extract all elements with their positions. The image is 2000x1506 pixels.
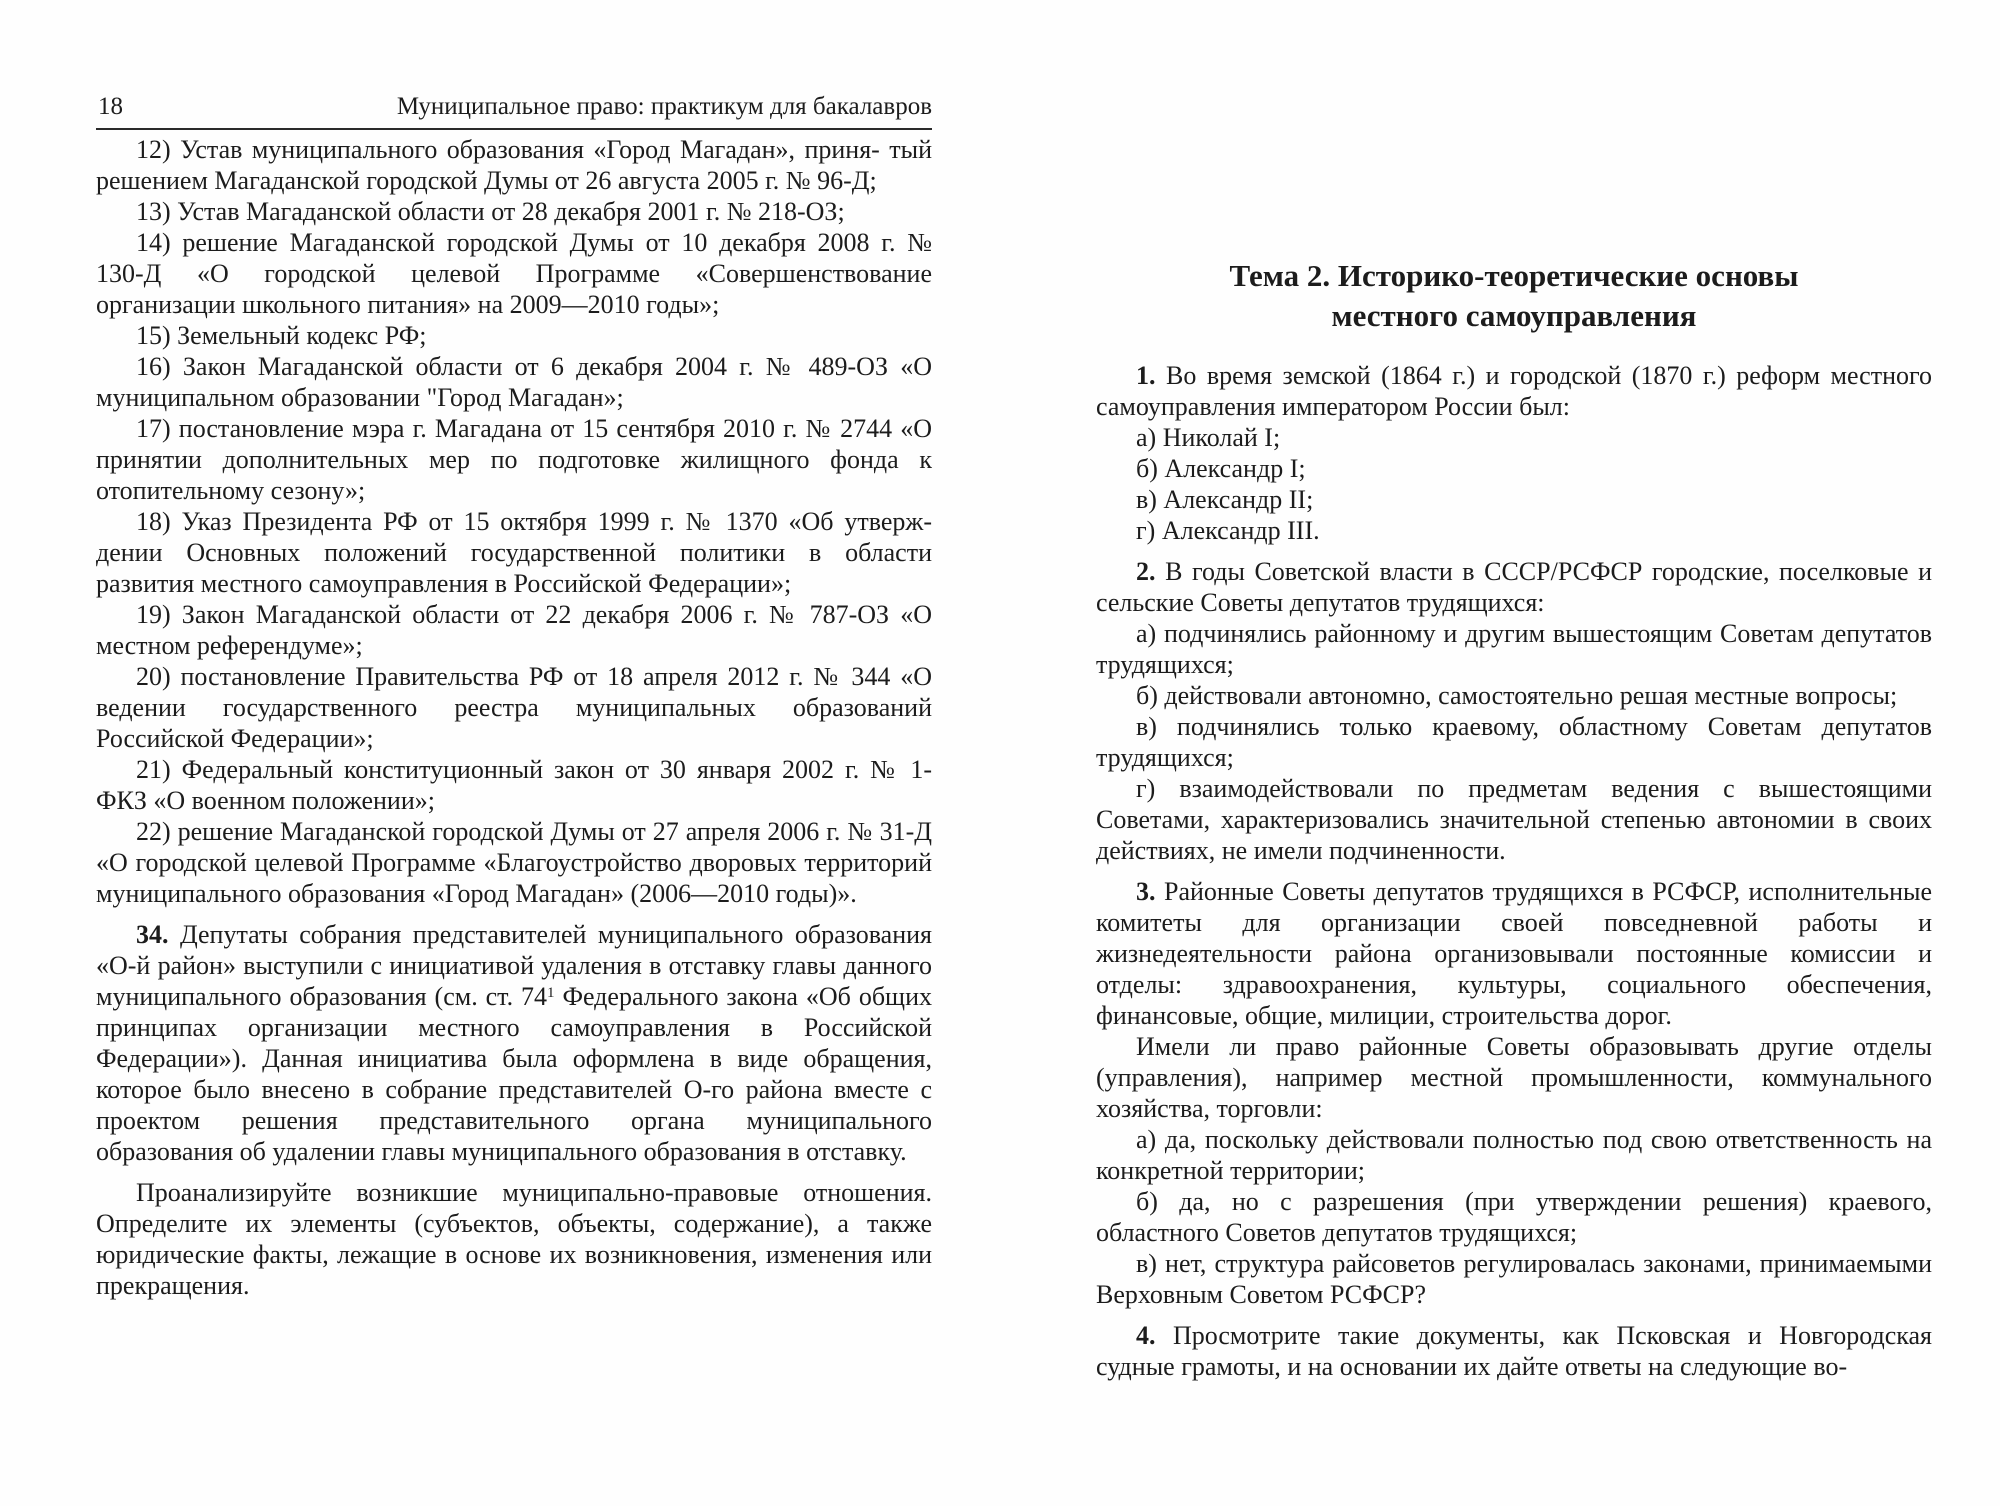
list-item-rest: № 31-Д «О городской целевой Программе «Благоустройство дворовых территорий муниципального образования «Город Магадан» (2006—2010 годы)».	[96, 817, 932, 908]
question-3-subquestion: Имели ли право районные Советы образовывать другие отделы (управления), например местной промышленности, коммунального хозяйства, торговли:	[1096, 1032, 1932, 1123]
list-item-lead: 16) Закон Магаданской области от 6 декабря 2004 г. № 489-ОЗ	[136, 352, 888, 381]
list-item-rest: тый решением Магаданской городской Думы от 26 августа 2005 г. № 96-Д;	[96, 135, 933, 195]
list-item-lead: 17) постановление мэра г. Магадана от 15 сентября 2010 г. № 2744	[136, 414, 893, 443]
chapter-heading-line: Тема 2. Историко-теоретические основы	[1229, 258, 1799, 293]
list-item-lead: 14) решение Магаданской городской Думы от 10 декабря 2008 г.	[136, 228, 896, 257]
left-page-text	[96, 134, 932, 1301]
answer-option: а) подчинялись районному и другим вышестоящим Советам депутатов трудящихся;	[1096, 619, 1932, 679]
list-item	[96, 134, 932, 196]
question-4	[1096, 1320, 1932, 1382]
list-item-lead: 21) Федеральный конституционный закон от 30 января 2002 г.	[136, 755, 860, 784]
answer-option: б) действовали автономно, самостоятельно решая местные вопросы;	[1136, 681, 1898, 710]
list-item-lead: 22) решение Магаданской городской Думы от 27 апреля 2006 г.	[136, 817, 841, 846]
task-text-cont: Федерального закона «Об общих принципах организации местного самоуправления в Российской Федерации»). Данная инициатива была оформлена в виде обращения, которое было внесено в собрание представителей О-го района вместе с проектом решения представительного органа муниципального образования об удалении главы муниципального образования в отставку.	[96, 982, 932, 1166]
list-item-rest: «О ведении государственного реестра муниципальных образований Российской Федерации»;	[96, 662, 933, 753]
question-number: 3.	[1136, 877, 1156, 906]
chapter-heading	[1096, 256, 1932, 336]
list-item-lead: 18) Указ Президента РФ от 15 октября 1999 г. № 1370 «Об утверж-	[136, 507, 932, 536]
running-title: Муниципальное право: практикум для бакалавров	[396, 93, 932, 120]
chapter-heading-line: местного самоуправления	[1331, 298, 1697, 333]
right-page	[1000, 0, 2000, 1506]
right-page-text	[1096, 360, 1932, 1382]
answer-option: б) Александр I;	[1136, 454, 1306, 483]
task-34	[96, 919, 932, 1167]
task-34-question: Проанализируйте возникшие муниципально-правовые отношения. Определите их элементы (субъектов, объекты, содержание), а также юридические факты, лежащие в основе их возникновения, изменения или прекращения.	[96, 1178, 932, 1300]
task-text: Депутаты собрания представителей муниципального образования «О-й район» выступили с инициативой удаления в отставку главы данного муниципального образования (см. ст. 74	[96, 920, 932, 1011]
list-item-rest: № 130-Д «О городской целевой Программе «Совершенствование организации школьного питания» на 2009—2010 годы»;	[96, 228, 932, 319]
list-item-rest: «О муниципальном образовании "Город Магадан»;	[96, 352, 932, 412]
list-item-rest: дении Основных положений государственной политики в области развития местного самоуправления в Российской Федерации»;	[96, 538, 932, 598]
answer-option: г) взаимодействовали по предметам ведения с вышестоящими Советами, характеризовались значительной степенью автономии в своих действиях, не имели подчиненности.	[1096, 774, 1932, 865]
answer-option: а) Николай I;	[1136, 423, 1281, 452]
list-item	[96, 754, 932, 816]
list-item	[96, 661, 932, 754]
answer-option: в) Александр II;	[1136, 485, 1314, 514]
question-text: В годы Советской власти в СССР/РСФСР городские, поселковые и сельские Советы депутатов трудящихся:	[1096, 557, 1933, 617]
answer-option: в) нет, структура райсоветов регулировалась законами, принимаемыми Верховным Советом РСФСР?	[1096, 1249, 1932, 1309]
question-number: 1.	[1136, 361, 1156, 390]
list-item	[96, 227, 932, 320]
answer-option: в) подчинялись только краевому, областному Советам депутатов трудящихся;	[1096, 712, 1932, 772]
question-number: 4.	[1136, 1321, 1156, 1350]
running-head	[96, 88, 932, 130]
page-number: 18	[98, 93, 123, 120]
list-item-lead: 15) Земельный кодекс РФ;	[136, 321, 427, 350]
superscript: 1	[547, 985, 555, 1001]
list-item	[96, 506, 932, 599]
list-item-rest: «О принятии дополнительных мер по подготовке жилищного фонда к отопительному сезону»;	[96, 414, 933, 505]
question-3	[1096, 876, 1932, 1031]
list-item-lead: 13) Устав Магаданской области от 28 декабря 2001 г. № 218-ОЗ;	[136, 197, 845, 226]
question-number: 2.	[1136, 557, 1156, 586]
list-item-rest: № 1-ФКЗ «О военном положении»;	[96, 755, 933, 815]
list-item	[96, 413, 932, 506]
list-item-lead: 12) Устав муниципального образования «Город Магадан», приня-	[136, 135, 880, 164]
answer-option: б) да, но с разрешения (при утверждении решения) краевого, областного Советов депутатов трудящихся;	[1096, 1187, 1932, 1247]
question-text: Просмотрите такие документы, как Псковская и Новгородская судные грамоты, и на основании их дайте ответы на следующие во-	[1096, 1321, 1932, 1381]
list-item-rest: «О местном референдуме»;	[96, 600, 932, 660]
answer-option: г) Александр III.	[1136, 516, 1320, 545]
list-item	[96, 351, 932, 413]
list-item	[96, 599, 932, 661]
question-2	[1096, 556, 1932, 618]
list-item	[96, 196, 932, 227]
question-text: Во время земской (1864 г.) и городской (1870 г.) реформ местного самоуправления императором России был:	[1096, 361, 1933, 421]
list-item-lead: 20) постановление Правительства РФ от 18 апреля 2012 г. № 344	[136, 662, 891, 691]
question-1	[1096, 360, 1932, 422]
task-number: 34.	[136, 920, 169, 949]
list-item	[96, 816, 932, 909]
question-text: Районные Советы депутатов трудящихся в РСФСР, исполнительные комитеты для организации своей повседневной работы и жизнедеятельности района организовывали постоянные комиссии и отделы: здравоохранения, культуры, социального обеспечения, финансовые, общие, милиции, строительства дорог.	[1096, 877, 1932, 1030]
list-item	[96, 320, 932, 351]
list-item-lead: 19) Закон Магаданской области от 22 декабря 2006 г. № 787-ОЗ	[136, 600, 890, 629]
answer-option: а) да, поскольку действовали полностью под свою ответственность на конкретной территории;	[1096, 1125, 1932, 1185]
